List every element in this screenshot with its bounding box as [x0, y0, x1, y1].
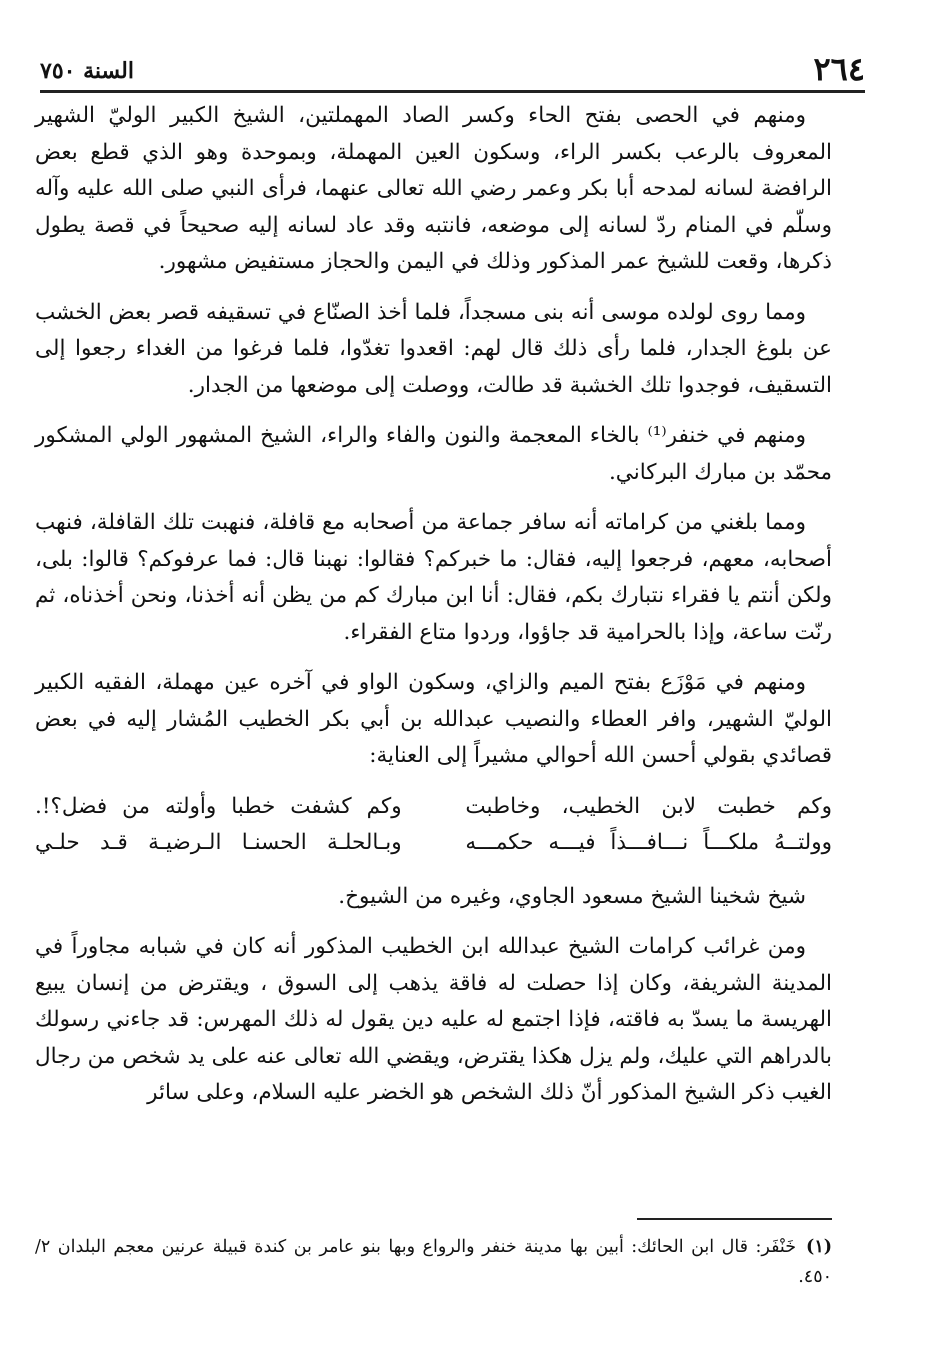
- paragraph: [35, 295, 832, 405]
- paragraph-text: ومما روى لولده موسى أنه بنى مسجداً، فلما أخذ الصنّاع في تسقيفه قصر بعض الخشب عن بلوغ الجدار، فلما رأى ذلك قال لهم: اقعدوا تغدّوا، فلما فرغوا من الغداء رجعوا إلى التسقيف، فوجدوا تلك الخشبة قد طالت، ووصلت إلى موضعها من الجدار.: [35, 299, 832, 398]
- poem-verse: [35, 789, 832, 825]
- paragraph: [35, 929, 832, 1112]
- paragraph-text: ومنهم في مَوْزَع بفتح الميم والزاي، وسكون الواو في آخره عين مهملة، الفقيه الكبير الوليّ الشهير، وافر العطاء والنصيب عبدالله بن أبي بكر الخطيب المُشار إليه في بعض قصائدي بقولي أحسن الله أحوالي مشيراً إلى العناية:: [35, 670, 832, 768]
- poem-hemistich-right: وولتــهُ ملكـــاً نـــافـــذاً فيـــه حكمـــه: [465, 829, 832, 855]
- poem-hemistich-left: وبـالحلـة الحسنـا الـرضيـة قـد حلـي: [35, 829, 402, 855]
- paragraph-text: ومنهم في خنفر⁽¹⁾ بالخاء المعجمة والنون والفاء والراء، الشيخ المشهور الولي المشكور محمّد بن مبارك البركاني.: [35, 423, 832, 485]
- year-label: السنة ٧٥٠: [40, 58, 134, 84]
- paragraph-text: شيخ شخينا الشيخ مسعود الجاوي، وغيره من الشيوخ.: [338, 883, 806, 909]
- paragraph: [35, 879, 832, 916]
- paragraph: [35, 418, 832, 491]
- poem-hemistich-left: وكم كشفت خطبا وأولته من فضل؟!.: [35, 793, 402, 819]
- page-body: [35, 98, 832, 1126]
- footnote-number: (١): [806, 1237, 832, 1257]
- paragraph: [35, 505, 832, 651]
- poem-hemistich-right: وكم خطبت لابن الخطيب، وخاطبت: [465, 793, 832, 819]
- page-number: ٢٦٤: [813, 50, 865, 88]
- paragraph: [35, 665, 832, 775]
- paragraph-text: ومن غرائب كرامات الشيخ عبدالله ابن الخطيب المذكور أنه كان في شبابه مجاوراً في المدينة الشريفة، وكان إذا حصلت له فاقة يذهب إلى السوق ، ويقترض من إنسان يبيع الهريسة ما يسدّ به فاقته، فإذا اجتمع له عليه دين يقول له ذلك المهرس: قد جاءني رسولك بالدراهم التي عليك، ولم يزل هكذا يقترض، ويقضي الله تعالى عنه على يد شخص من رجال الغيب ذكر الشيخ المذكور أنّ ذلك الشخص هو الخضر عليه السلام، وعلى سائر: [35, 934, 832, 1105]
- paragraph: [35, 98, 832, 281]
- paragraph-text: ومنهم في الحصى بفتح الحاء وكسر الصاد المهملتين، الشيخ الكبير الوليّ الشهير المعروف بالرعب بكسر الراء، وسكون العين المهملة، وبموحدة وهو الذي قطع بعض الرافضة لسانه لمدحه أبا بكر وعمر رضي الله تعالى عنهما، فرأى النبي صلى الله عليه وآله وسلّم في المنام ردّ لسانه إلى موضعه، فانتبه وقد عاد لسانه إليه صحيحاً في قصة يطول ذكرها، وقعت للشيخ عمر المذكور وذلك في اليمن والحجاز مستفيض مشهور.: [35, 103, 832, 274]
- footnote-divider: [637, 1218, 832, 1220]
- paragraph-text: ومما بلغني من كراماته أنه سافر جماعة من أصحابه مع قافلة، فنهبت تلك القافلة، فنهب أصحابه، معهم، فرجعوا إليه، فقال: ما خبركم؟ فقالوا: نهبنا قال: فما عرفوكم؟ قالوا: بلى، ولكن أنتم يا فقراء نتبارك بكم، فقال: أنا ابن مبارك كم من يظن أنه أخذنا، ونحن أخذناه، ثم رنّت ساعة، وإذا بالحرامية قد جاؤوا، وردوا متاع الفقراء.: [35, 510, 832, 645]
- footnote: [35, 1232, 832, 1292]
- page-header: [40, 38, 865, 93]
- poem-block: [35, 789, 832, 861]
- footnote-text: خَنْفَر: قال ابن الحائك: أبين بها مدينة خنفر والرواع وبها بنو عامر بن كندة قبيلة عرنين معجم البلدان ٢/ ٤٥٠.: [35, 1237, 832, 1287]
- poem-verse: [35, 825, 832, 861]
